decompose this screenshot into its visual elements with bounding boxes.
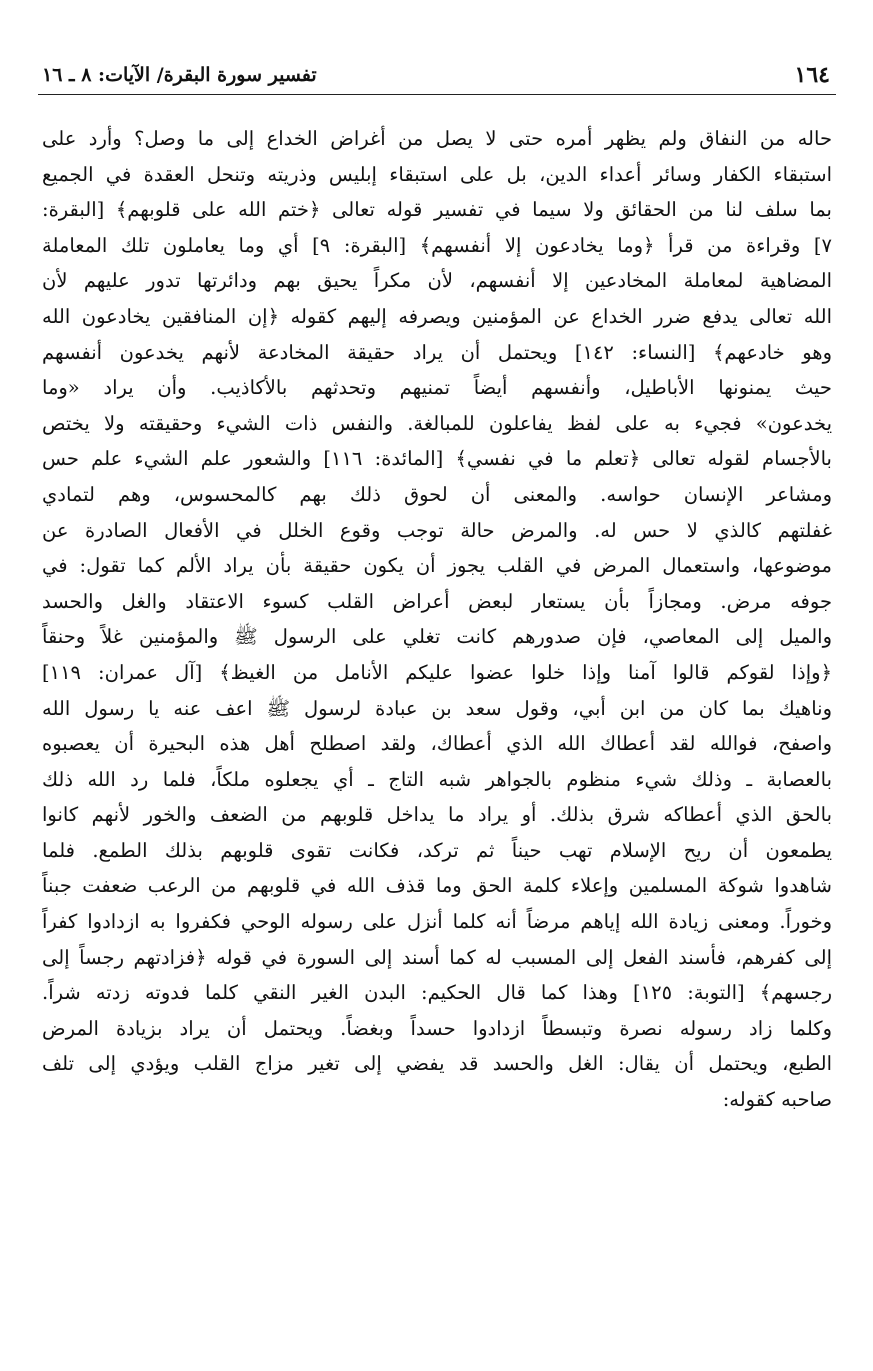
page-number: ١٦٤: [794, 62, 830, 88]
book-page: [38, 58, 836, 1118]
text-line: وهو خادعهم﴾ [النساء: ١٤٢] ويحتمل أن يراد حقيقة المخادعة لأنهم يخدعون أنفسهم: [42, 340, 832, 364]
text-line-final: صاحبه كقوله:: [722, 1088, 832, 1112]
text-line: شاهدوا شوكة المسلمين وإعلاء كلمة الحق وما قذف الله في قلوبهم من الرعب ضعفت جبناً: [42, 874, 832, 898]
text-line: حاله من النفاق ولم يظهر أمره حتى لا يصل من أغراض الخداع إلى ما وصل؟ وأرد على: [42, 127, 832, 150]
text-line: حيث يمنونها الأباطيل، وأنفسهم أيضاً تمنيهم وتحدثهم بالأكاذيب. وأن يراد «وما: [42, 376, 832, 400]
text-line: وناهيك بما كان من ابن أبي، وقول سعد بن عبادة لرسول ﷺ اعف عنه يا رسول الله: [42, 696, 832, 720]
text-line: غفلتهم كالذي لا حس له. والمرض حالة توجب وقوع الخلل في الأفعال الصادرة عن: [42, 518, 832, 542]
text-line: الطبع، ويحتمل أن يقال: الغل والحسد قد يفضي إلى تغير مزاج القلب ويؤدي إلى تلف: [42, 1052, 832, 1076]
text-line: بالعصابة ـ وذلك شيء منظوم بالجواهر شبه التاج ـ أي يجعلوه ملكاً، فلما رد الله ذلك: [42, 767, 832, 791]
text-line: إلى كفرهم، فأسند الفعل إلى المسبب له كما أسند إلى السورة في قوله ﴿فزادتهم رجساً إلى: [42, 945, 832, 969]
text-line: بالحق الذي أعطاكه شرق بذلك. أو يراد ما يداخل قلوبهم من الضعف والخور لأنهم كانوا: [42, 803, 832, 827]
text-line: وكلما زاد رسوله نصرة وتبسطاً ازدادوا حسداً وبغضاً. ويحتمل أن يراد بزيادة المرض: [42, 1016, 832, 1040]
text-line: يطمعون أن ريح الإسلام تهب حيناً ثم تركد، فكانت تقوى قلوبهم بذلك الطمع. فلما: [42, 838, 832, 862]
text-line: رجسهم﴾ [التوبة: ١٢٥] وهذا كما قال الحكيم: البدن الغير النقي كلما فدوته زدته شراً.: [42, 981, 832, 1005]
body-text: [38, 121, 836, 1118]
text-line: استبقاء الكفار وسائر أعداء الدين، بل على استبقاء إبليس وذريته وتنحل العقدة في الجميع: [42, 162, 832, 186]
text-line: وخوراً. ومعنى زيادة الله إياهم مرضاً أنه كلما أنزل على رسوله الوحي فكفروا به ازدادوا كفراً: [42, 910, 832, 934]
text-line: ومشاعر الإنسان حواسه. والمعنى أن لحوق ذلك بهم كالمحسوس، وهم لتمادي: [42, 482, 832, 506]
text-line: والميل إلى المعاصي، فإن صدورهم كانت تغلي على الرسول ﷺ والمؤمنين غلاً وحنقاً: [42, 625, 832, 649]
text-line: المضاهية لمعاملة المخادعين إلا أنفسهم، لأن مكراً يحيق بهم ودائرتها تدور عليهم لأن: [42, 269, 832, 293]
text-line: واصفح، فوالله لقد أعطاك الله الذي أعطاك، ولقد اصطلح أهل هذه البحيرة أن يعصبوه: [42, 732, 832, 756]
text-line: يخدعون» فجيء به على لفظ يفاعلون للمبالغة. والنفس ذات الشيء وحقيقته ولا يختص: [42, 411, 832, 435]
running-header: [38, 58, 836, 95]
running-title: تفسير سورة البقرة/ الآيات: ٨ ـ ١٦: [42, 64, 317, 86]
text-line: بالأجسام لقوله تعالى ﴿تعلم ما في نفسي﴾ [المائدة: ١١٦] والشعور علم الشيء علم حس: [42, 447, 832, 471]
text-line: بما سلف لنا من الحقائق ولا سيما في تفسير قوله تعالى ﴿ختم الله على قلوبهم﴾ [البقرة:: [42, 198, 832, 222]
text-line: ٧] وقراءة من قرأ ﴿وما يخادعون إلا أنفسهم﴾ [البقرة: ٩] أي وما يعاملون تلك المعاملة: [42, 233, 832, 257]
text-line: موضوعها، واستعمال المرض في القلب يجوز أن يكون حقيقة بأن يراد الألم كما تقول: في: [42, 554, 832, 578]
text-line: الله تعالى يدفع ضرر الخداع عن المؤمنين ويصرفه إليهم كقوله ﴿إن المنافقين يخادعون الله: [42, 304, 832, 328]
text-line: جوفه مرض. ومجازاً بأن يستعار لبعض أعراض القلب كسوء الاعتقاد والغل والحسد: [42, 589, 832, 613]
text-line: ﴿وإذا لقوكم قالوا آمنا وإذا خلوا عضوا عليكم الأنامل من الغيظ﴾ [آل عمران: ١١٩]: [42, 660, 832, 684]
